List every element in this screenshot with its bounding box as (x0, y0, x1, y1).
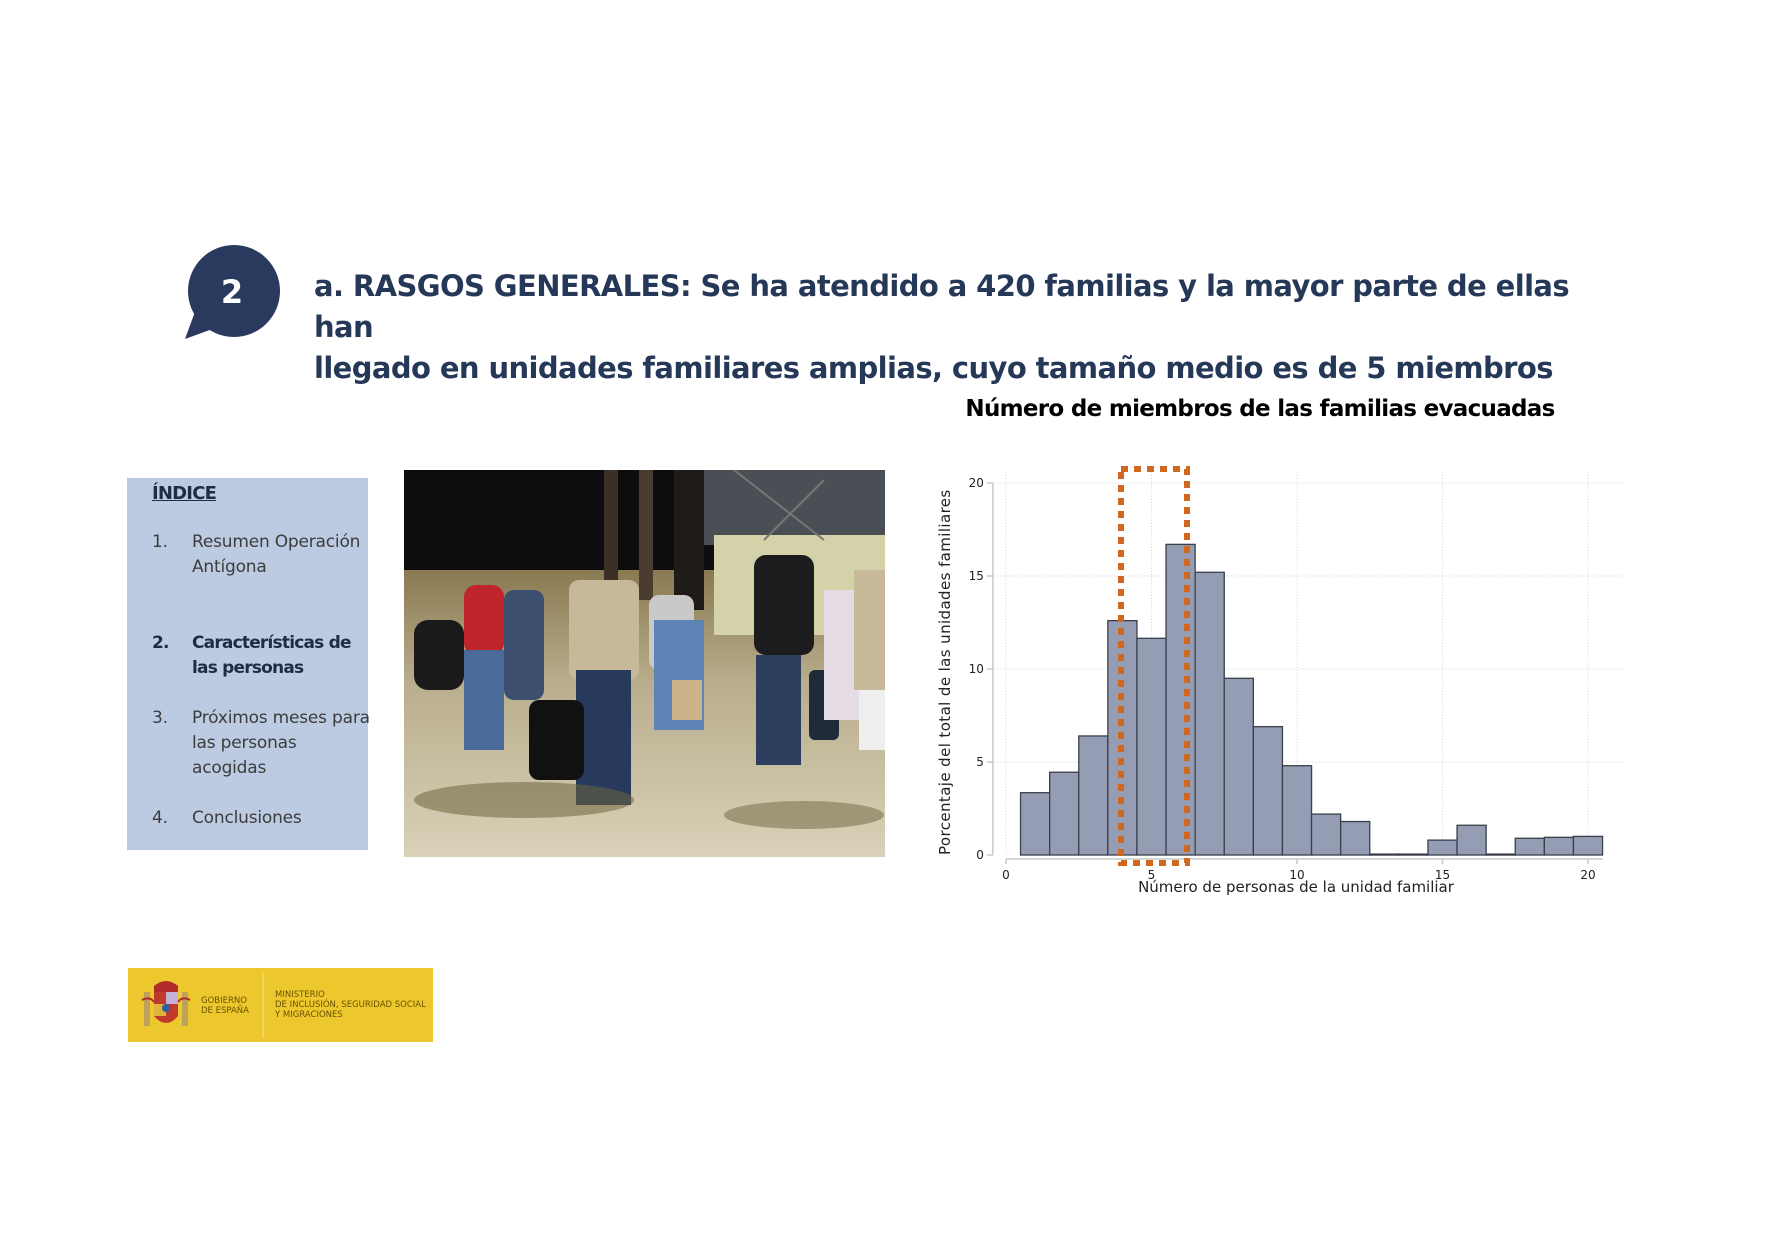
histogram-bar (1137, 638, 1166, 855)
y-tick-label: 20 (968, 476, 984, 490)
index-item-label: Características de las personas (192, 633, 351, 678)
logo-text-line: DE ESPAÑA (201, 1006, 249, 1016)
histogram-bar (1515, 838, 1544, 855)
y-tick-label: 10 (968, 662, 984, 676)
evacuation-photo (404, 470, 885, 857)
logo-gobierno-text (201, 996, 249, 1016)
histogram-bar (1312, 814, 1341, 855)
x-tick-label: 20 (1580, 868, 1596, 882)
index-item-number: 2. (152, 633, 169, 653)
chart-bars (1021, 544, 1603, 855)
logo-ministerio-text (275, 990, 426, 1020)
histogram-bar (1457, 825, 1486, 855)
y-axis-label: Porcentaje del total de las unidades familiares (936, 489, 954, 855)
x-tick-label: 0 (1002, 868, 1010, 882)
histogram-bar (1021, 793, 1050, 855)
x-axis-label: Número de personas de la unidad familiar (1138, 878, 1454, 896)
histogram-bar (1544, 837, 1573, 855)
index-panel (127, 478, 368, 850)
photo-illustration (404, 470, 885, 857)
x-tick-label: 10 (1289, 868, 1305, 882)
histogram-bar (1573, 836, 1602, 855)
index-item-number: 4. (152, 808, 168, 828)
histogram-bar (1486, 854, 1515, 855)
logo-text-line: Y MIGRACIONES (275, 1010, 343, 1020)
x-tick-label: 15 (1434, 868, 1451, 882)
y-tick-label: 0 (976, 848, 984, 862)
histogram-chart (930, 455, 1630, 915)
section-number: 2 (220, 272, 244, 311)
histogram-bar (1253, 727, 1282, 855)
coat-of-arms-icon (140, 978, 192, 1032)
histogram-svg (930, 455, 1630, 915)
index-item-label: Próximos meses para las personas acogidas (192, 708, 370, 778)
histogram-bar (1370, 854, 1399, 855)
slide-title-line-2: llegado en unidades familiares amplias, cuyo tamaño medio es de 5 miembros (314, 351, 1553, 385)
histogram-bar (1050, 772, 1079, 855)
index-item-number: 3. (152, 708, 168, 728)
slide-title-line-1: a. RASGOS GENERALES: Se ha atendido a 420 familias y la mayor parte de ellas han (314, 269, 1570, 344)
logo-text-line: MINISTERIO (275, 990, 325, 1000)
slide-title (314, 266, 1614, 389)
histogram-bar (1079, 736, 1108, 855)
x-tick-label: 5 (1147, 868, 1156, 882)
histogram-bar (1166, 544, 1195, 855)
chart-title: Número de miembros de las familias evacuadas (965, 396, 1555, 422)
government-logo (128, 968, 433, 1042)
y-tick-label: 5 (976, 755, 984, 769)
logo-divider (262, 972, 264, 1038)
logo-text-line: GOBIERNO (201, 996, 247, 1006)
histogram-bar (1428, 840, 1457, 855)
index-title: ÍNDICE (152, 483, 217, 504)
histogram-bar (1399, 854, 1428, 855)
histogram-bar (1224, 678, 1253, 855)
histogram-bar (1195, 572, 1224, 855)
histogram-bar (1341, 822, 1370, 855)
logo-text-line: DE INCLUSIÓN, SEGURIDAD SOCIAL (275, 1000, 426, 1010)
y-tick-label: 15 (968, 569, 984, 583)
index-item-label: Resumen Operación Antígona (192, 532, 361, 577)
histogram-bar (1282, 766, 1311, 855)
index-item-label: Conclusiones (192, 808, 302, 828)
index-item-number: 1. (152, 532, 168, 552)
